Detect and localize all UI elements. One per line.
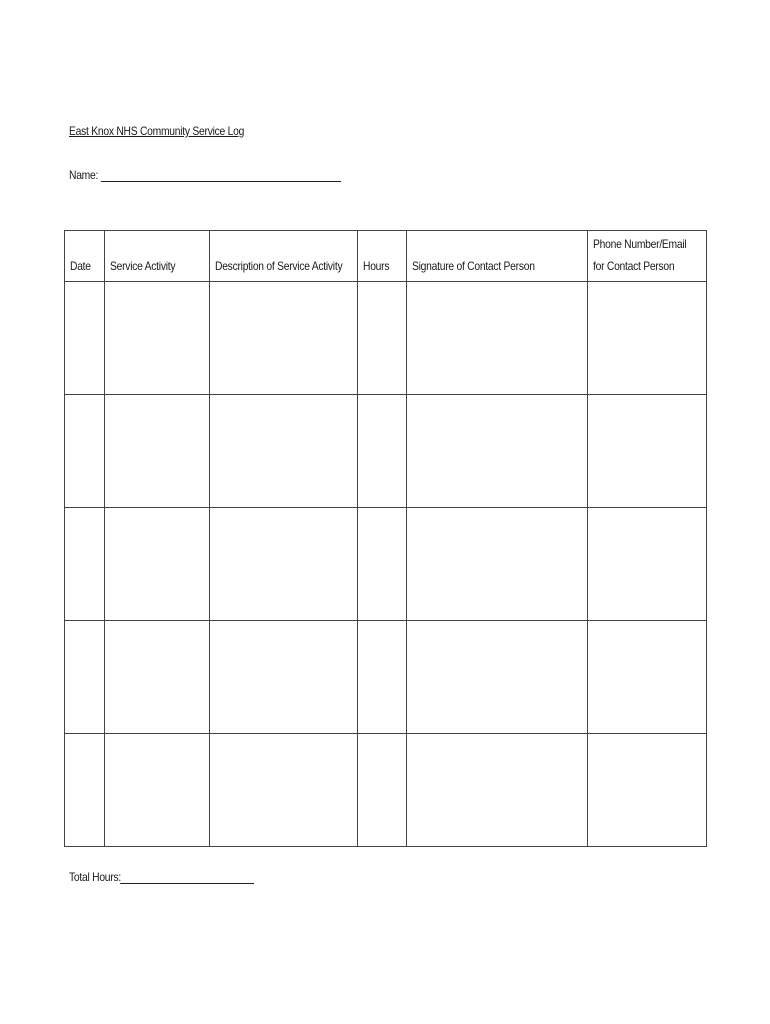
cell-phone-email[interactable]	[588, 282, 707, 395]
table-row	[65, 508, 707, 621]
service-log-table	[64, 230, 707, 847]
cell-description[interactable]	[210, 395, 358, 508]
cell-phone-email[interactable]	[588, 734, 707, 847]
cell-hours[interactable]	[358, 395, 407, 508]
cell-service-activity[interactable]	[105, 395, 210, 508]
cell-description[interactable]	[210, 282, 358, 395]
cell-hours[interactable]	[358, 621, 407, 734]
table-header-row	[65, 231, 707, 282]
table-row	[65, 282, 707, 395]
name-field-row	[69, 167, 341, 182]
cell-date[interactable]	[65, 508, 105, 621]
cell-phone-email[interactable]	[588, 621, 707, 734]
cell-phone-email[interactable]	[588, 508, 707, 621]
column-header-label: Signature of Contact Person	[412, 259, 535, 273]
cell-service-activity[interactable]	[105, 282, 210, 395]
cell-signature[interactable]	[407, 282, 588, 395]
total-hours-row	[69, 869, 254, 884]
column-header-phone-email	[588, 231, 707, 282]
cell-signature[interactable]	[407, 395, 588, 508]
cell-description[interactable]	[210, 508, 358, 621]
total-hours-blank-line[interactable]	[120, 869, 254, 884]
column-header-description	[210, 231, 358, 282]
cell-date[interactable]	[65, 621, 105, 734]
table-row	[65, 395, 707, 508]
column-header-date	[65, 231, 105, 282]
column-header-label: Service Activity	[110, 259, 176, 273]
cell-signature[interactable]	[407, 734, 588, 847]
cell-service-activity[interactable]	[105, 734, 210, 847]
cell-service-activity[interactable]	[105, 508, 210, 621]
column-header-label: Hours	[363, 259, 390, 273]
table-row	[65, 734, 707, 847]
cell-signature[interactable]	[407, 621, 588, 734]
cell-description[interactable]	[210, 734, 358, 847]
column-header-label: Date	[70, 259, 91, 273]
column-header-label: Description of Service Activity	[215, 259, 343, 273]
cell-hours[interactable]	[358, 508, 407, 621]
column-header-label: Phone Number/Email for Contact Person	[593, 237, 687, 273]
cell-description[interactable]	[210, 621, 358, 734]
cell-hours[interactable]	[358, 282, 407, 395]
cell-date[interactable]	[65, 282, 105, 395]
cell-signature[interactable]	[407, 508, 588, 621]
name-label: Name:	[69, 168, 99, 182]
column-header-hours	[358, 231, 407, 282]
table-row	[65, 621, 707, 734]
total-hours-label: Total Hours:	[69, 870, 121, 884]
column-header-service-activity	[105, 231, 210, 282]
column-header-signature	[407, 231, 588, 282]
cell-date[interactable]	[65, 395, 105, 508]
name-blank-line[interactable]	[101, 167, 341, 182]
cell-date[interactable]	[65, 734, 105, 847]
table-body	[65, 282, 707, 847]
cell-phone-email[interactable]	[588, 395, 707, 508]
cell-hours[interactable]	[358, 734, 407, 847]
cell-service-activity[interactable]	[105, 621, 210, 734]
document-title: East Knox NHS Community Service Log	[69, 124, 245, 138]
